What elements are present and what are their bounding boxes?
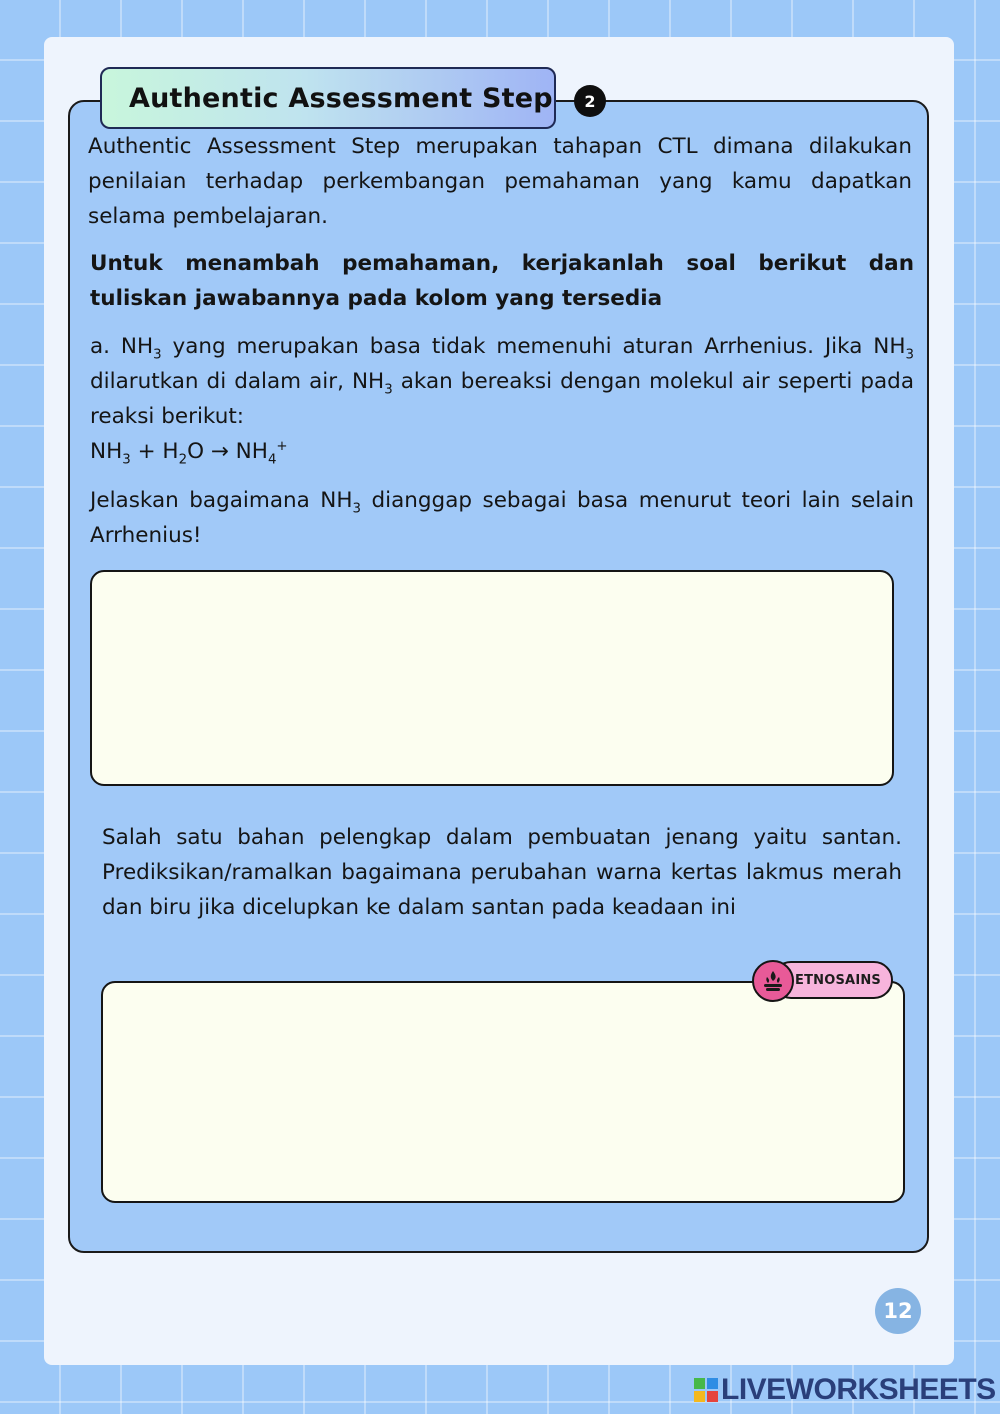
liveworksheets-logo-icon: [694, 1378, 718, 1402]
question-a-text: a. $NH_3$ yang merupakan basa tidak memenuhi aturan Arrhenius. Jika $NH_3$ dilarutkan di dalam air, $NH_3$ akan bereaksi dengan molekul air seperti pada reaksi berikut:: [90, 334, 914, 429]
answer-box-b[interactable]: [101, 981, 905, 1203]
question-b-text: Salah satu bahan pelengkap dalam pembuatan jenang yaitu santan. Prediksikan/ramalkan bagaimana perubahan warna kertas lakmus merah dan biru jika dicelupkan ke dalam santan pada keadaan ini: [102, 825, 902, 920]
liveworksheets-brand[interactable]: [694, 1373, 996, 1407]
etnosains-label: ETNOSAINS: [795, 972, 881, 988]
answer-box-a[interactable]: [90, 570, 894, 786]
step-number: 2: [584, 91, 596, 111]
step-number-badge: [574, 85, 606, 117]
section-title: [100, 67, 556, 129]
page-number-badge: [875, 1288, 921, 1334]
page-number: 12: [883, 1299, 913, 1323]
reaction-equation: $NH_3 + H_2O \to NH_4^+$: [90, 438, 288, 468]
instruction-text: Untuk menambah pemahaman, kerjakanlah soal berikut dan tuliskan jawabannya pada kolom yang tersedia: [90, 251, 914, 311]
question-a-prompt: Jelaskan bagaimana $NH_3$ dianggap sebagai basa menurut teori lain selain Arrhenius!: [90, 488, 914, 548]
etnosains-badge: [752, 960, 893, 1002]
batik-icon: [752, 960, 794, 1002]
section-title-text: Authentic Assessment Step: [129, 82, 553, 114]
liveworksheets-brand-text: LIVEWORKSHEETS: [721, 1373, 996, 1406]
intro-paragraph: Authentic Assessment Step merupakan tahapan CTL dimana dilakukan penilaian terhadap perkembangan pemahaman yang kamu dapatkan selama pembelajaran.: [88, 134, 912, 229]
